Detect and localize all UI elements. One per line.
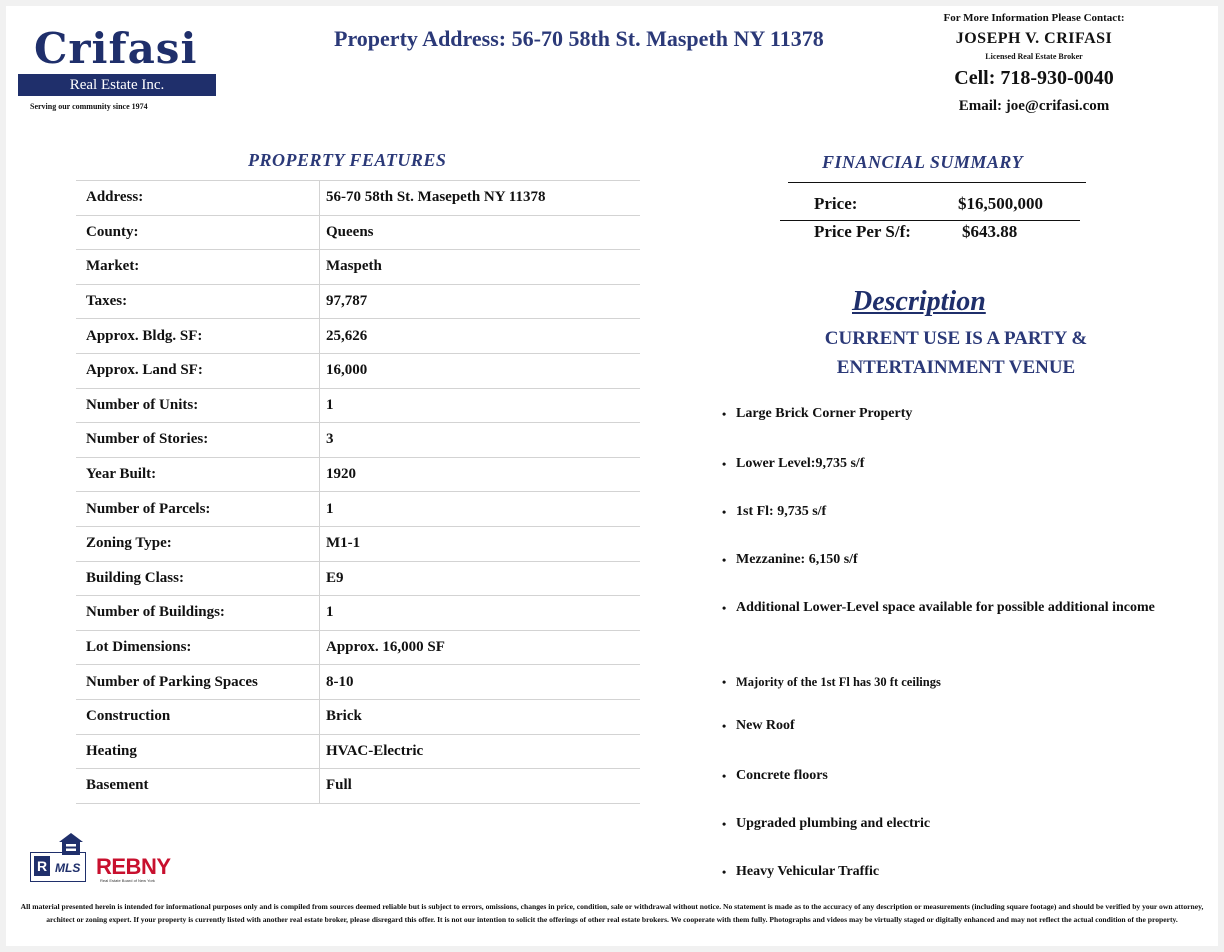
feature-row [76,458,640,493]
description-bullet: • Mezzanine: 6,150 s/f [722,548,1202,572]
psf-value: $643.88 [962,222,1018,241]
description-bullet: • Heavy Vehicular Traffic [722,860,1202,884]
crifasi-logo [18,22,218,122]
description-bullet: • 1st Fl: 9,735 s/f [722,500,1202,524]
feature-label: Building Class: [76,562,320,596]
disclaimer: All material presented herein is intended for informational purposes only and is compiled from sources deemed reliable but is subject to errors, omissions, changes in price, condition, sale or withdrawal without notice. No statement is made as to the accuracy of any description or measurements (including square footage) and should be verified by your own attorney, architect or zoning expert. If your property is currently listed with another real estate broker, please disregard this offer. It is not our intention to solicit the offerings of other real estate brokers. We cooperate with them fully. Photographs and videos may be virtually staged or digitally enhanced and may not reflect the actual condition of the property. [20,902,1204,924]
header-property-address: Property Address: 56-70 58th St. Maspeth NY 11378 [334,26,824,51]
feature-label: Market: [76,250,320,284]
logo-tagline: Serving our community since 1974 [30,102,148,111]
feature-label: Number of Parking Spaces [76,665,320,699]
feature-label: Address: [76,181,320,215]
price-divider [780,220,1080,221]
feature-value: Queens [326,223,374,240]
feature-row [76,527,640,562]
features-title: PROPERTY FEATURES [248,150,447,170]
rebny-logo: REBNY [96,854,171,879]
feature-label: Number of Stories: [76,423,320,457]
contact-email: Email: joe@crifasi.com [958,98,1110,114]
feature-label: Construction [76,700,320,734]
feature-label: Year Built: [76,458,320,492]
affiliation-badges [30,832,190,888]
contact-block [924,12,1144,115]
feature-label: Lot Dimensions: [76,631,320,665]
feature-value: 1920 [326,466,356,483]
mls-badge [30,852,86,882]
feature-row [76,665,640,700]
feature-row [76,700,640,735]
financial-divider [788,182,1086,183]
rebny-subtitle: Real Estate Board of New York [100,878,155,883]
financial-title: FINANCIAL SUMMARY [822,152,1024,172]
feature-value: Approx. 16,000 SF [326,639,445,656]
price-label: Price: [814,194,858,213]
feature-row [76,389,640,424]
feature-row [76,250,640,285]
feature-label: Basement [76,769,320,803]
flyer-page [6,6,1218,946]
feature-row [76,769,640,804]
contact-license: Licensed Real Estate Broker [985,52,1083,61]
feature-value: 1 [326,396,334,413]
feature-value: 25,626 [326,327,368,344]
feature-label: County: [76,216,320,250]
feature-value: 97,787 [326,293,368,310]
realtor-r-icon: R [34,856,50,876]
feature-row [76,631,640,666]
price-value: $16,500,000 [958,194,1043,213]
feature-row [76,492,640,527]
description-title: Description [852,286,986,317]
feature-value: E9 [326,569,344,586]
description-bullet: • Majority of the 1st Fl has 30 ft ceilings [722,670,1202,694]
description-bullet: • Additional Lower-Level space available for possible additional income [722,596,1202,620]
feature-label: Approx. Land SF: [76,354,320,388]
logo-band: Real Estate Inc. [18,74,216,96]
feature-row [76,285,640,320]
feature-label: Number of Units: [76,389,320,423]
feature-label: Number of Parcels: [76,492,320,526]
feature-value: HVAC-Electric [326,742,424,759]
description-bullet: • Concrete floors [722,764,1202,788]
psf-label: Price Per S/f: [814,222,911,241]
description-bullet: • New Roof [722,714,1202,738]
feature-row [76,596,640,631]
feature-value: 3 [326,431,334,448]
feature-row [76,735,640,770]
contact-name: JOSEPH V. CRIFASI [955,30,1113,47]
feature-value: 1 [326,604,334,621]
feature-label: Heating [76,735,320,769]
feature-value: 56-70 58th St. Masepeth NY 11378 [326,189,546,206]
feature-label: Zoning Type: [76,527,320,561]
mls-text: MLS [55,861,81,875]
feature-label: Taxes: [76,285,320,319]
feature-value: 16,000 [326,362,368,379]
description-bullet: • Large Brick Corner Property [722,402,1202,426]
feature-value: 1 [326,500,334,517]
feature-row [76,319,640,354]
description-bullet: • Lower Level:9,735 s/f [722,452,1202,476]
feature-row [76,216,640,251]
feature-value: M1-1 [326,535,361,552]
description-bullet: • Upgraded plumbing and electric [722,812,1202,836]
feature-value: Full [326,777,352,794]
feature-label: Approx. Bldg. SF: [76,319,320,353]
features-table [76,180,640,804]
feature-row [76,180,640,216]
feature-label: Number of Buildings: [76,596,320,630]
feature-value: 8-10 [326,673,354,690]
contact-intro: For More Information Please Contact: [943,12,1125,24]
feature-value: Maspeth [326,258,382,275]
feature-row [76,354,640,389]
description-subtitle: CURRENT USE IS A PARTY & ENTERTAINMENT VENUE [824,328,1088,378]
logo-name: Crifasi [34,24,198,73]
feature-row [76,423,640,458]
contact-cell: Cell: 718-930-0040 [954,67,1114,89]
feature-value: Brick [326,708,362,725]
feature-row [76,562,640,597]
